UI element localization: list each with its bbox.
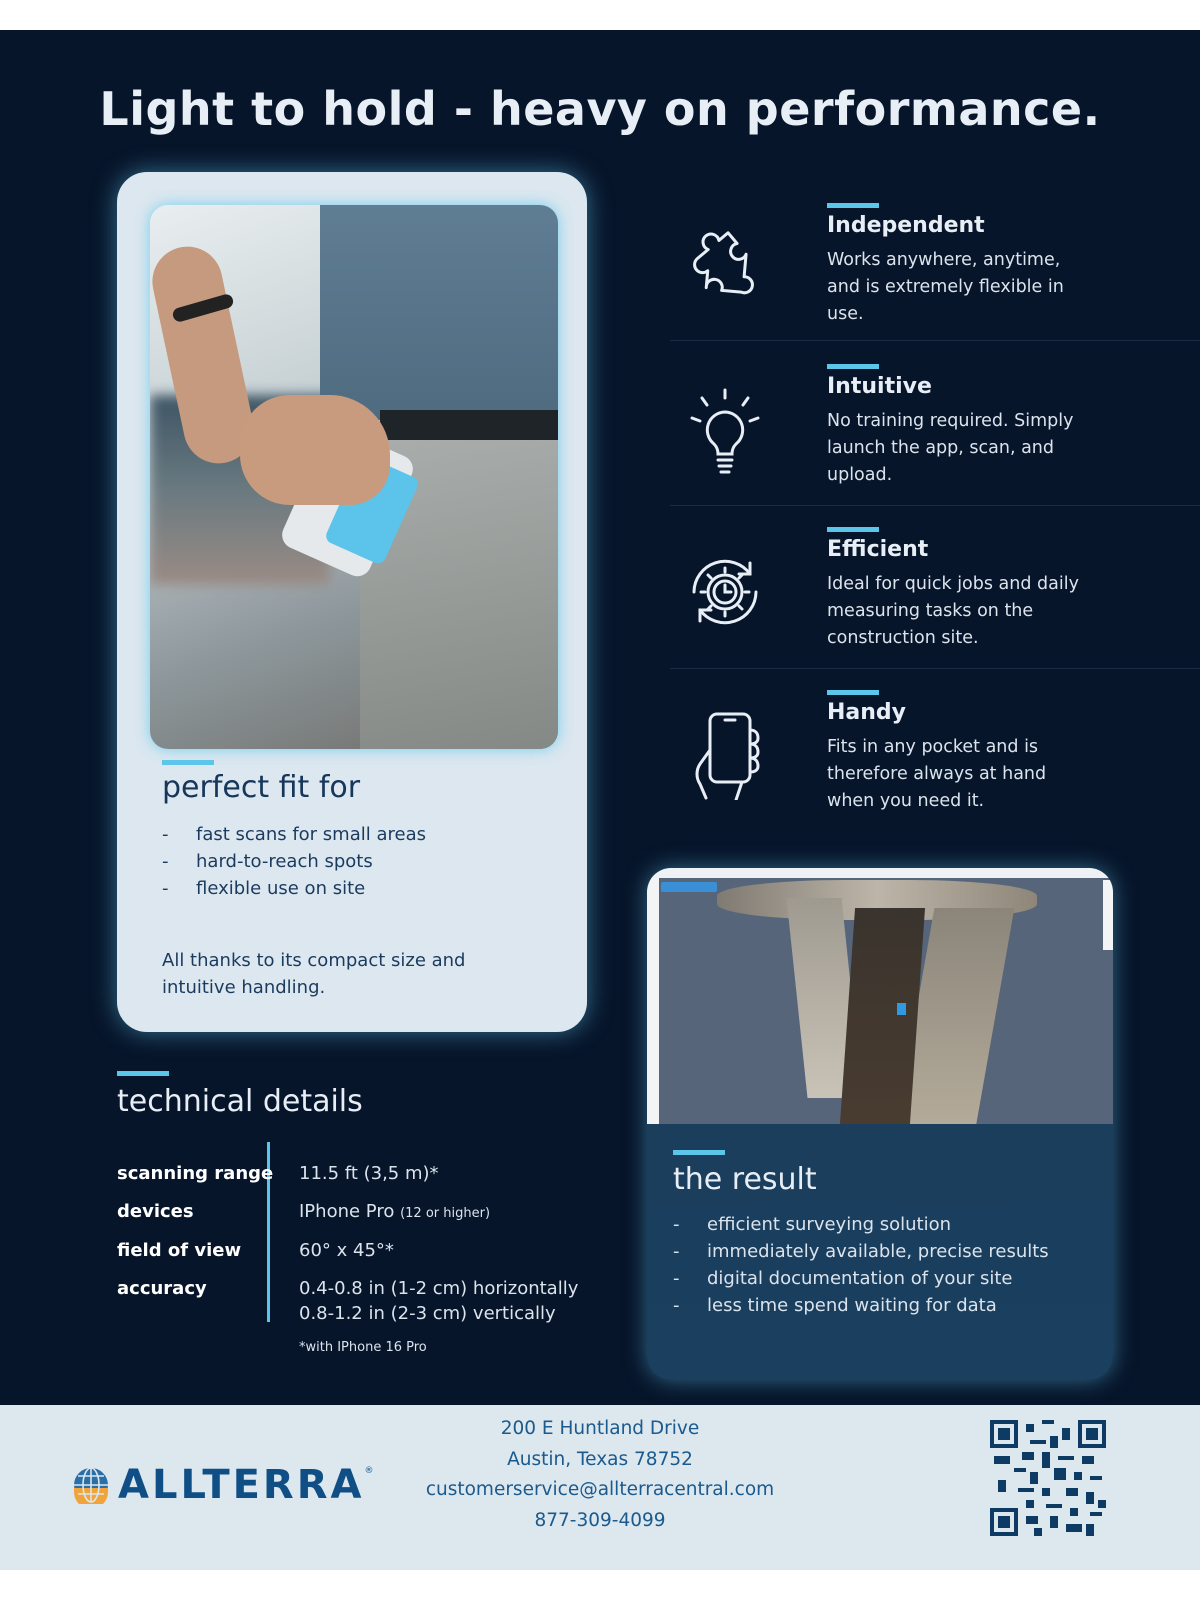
feature-handy <box>670 690 1190 840</box>
feature-description: Fits in any pocket and is therefore always at hand when you need it. <box>827 737 1047 811</box>
feature-title: Independent <box>827 213 985 238</box>
headline: Light to hold - heavy on performance. <box>99 82 1101 136</box>
gear-clock-icon <box>680 547 770 637</box>
phone-number[interactable]: 877-309-4099 <box>534 1509 666 1531</box>
feature-title: Handy <box>827 700 907 725</box>
accent-bar <box>827 690 879 695</box>
tech-label: devices <box>117 1201 194 1222</box>
perfect-fit-card <box>117 172 587 1032</box>
puzzle-icon <box>680 223 770 313</box>
feature-intuitive <box>670 364 1190 514</box>
list-item: - hard-to-reach spots <box>162 851 373 872</box>
qr-code-icon[interactable] <box>990 1420 1106 1536</box>
card-title: perfect fit for <box>162 770 361 805</box>
tech-value: 60° x 45°* <box>299 1240 394 1261</box>
tech-title: technical details <box>117 1084 363 1119</box>
accent-bar <box>117 1071 169 1076</box>
tech-value-note: (12 or higher) <box>400 1206 491 1221</box>
feature-efficient <box>670 527 1190 677</box>
accent-bar <box>162 760 214 765</box>
tech-value: 0.8-1.2 in (2-3 cm) vertically <box>299 1303 556 1324</box>
feature-title: Intuitive <box>827 374 932 399</box>
accent-bar <box>827 364 879 369</box>
globe-icon <box>72 1466 110 1504</box>
address-line: 200 E Huntland Drive <box>500 1418 700 1439</box>
card-note: All thanks to its compact size and intuitive handling. <box>162 950 466 998</box>
result-card <box>647 868 1113 1380</box>
accent-bar <box>827 527 879 532</box>
allterra-logo <box>72 1462 373 1508</box>
feature-independent <box>670 203 1190 353</box>
tech-label: scanning range <box>117 1163 274 1184</box>
tech-value: 0.4-0.8 in (1-2 cm) horizontally <box>299 1278 579 1299</box>
feature-description: Works anywhere, anytime, and is extremely flexible in use. <box>827 250 1064 324</box>
list-item: - less time spend waiting for data <box>673 1295 997 1316</box>
contact-block <box>370 1418 830 1540</box>
product-photo <box>150 205 558 749</box>
hand-phone-icon <box>680 710 770 800</box>
list-item: - digital documentation of your site <box>673 1268 1013 1289</box>
result-title: the result <box>673 1162 817 1197</box>
tech-value: 11.5 ft (3,5 m)* <box>299 1163 439 1184</box>
tech-value: IPhone Pro (12 or higher) <box>299 1201 491 1222</box>
feature-title: Efficient <box>827 537 929 562</box>
accent-bar <box>673 1150 725 1155</box>
accent-bar <box>827 203 879 208</box>
tech-label: field of view <box>117 1240 242 1261</box>
divider <box>670 668 1200 669</box>
tech-label: accuracy <box>117 1278 207 1299</box>
brand-name: ALLTERRA <box>118 1462 365 1508</box>
list-item: - flexible use on site <box>162 878 366 899</box>
scan-screenshot <box>647 868 1113 1124</box>
lightbulb-icon <box>680 384 770 474</box>
address-line: Austin, Texas 78752 <box>507 1448 693 1470</box>
list-item: - efficient surveying solution <box>673 1214 952 1235</box>
divider <box>670 340 1200 341</box>
footer <box>0 1405 1200 1570</box>
result-list <box>673 1214 1049 1322</box>
feature-description: No training required. Simply launch the app, scan, and upload. <box>827 411 1074 485</box>
feature-description: Ideal for quick jobs and daily measuring tasks on the construction site. <box>827 574 1079 648</box>
perfect-fit-list <box>162 824 426 905</box>
list-item: - fast scans for small areas <box>162 824 426 845</box>
divider <box>670 505 1200 506</box>
tech-footnote: *with IPhone 16 Pro <box>299 1340 427 1355</box>
email-link[interactable]: customerservice@allterracentral.com <box>425 1479 775 1500</box>
registered-mark: ® <box>364 1466 374 1476</box>
list-item: - immediately available, precise results <box>673 1241 1049 1262</box>
